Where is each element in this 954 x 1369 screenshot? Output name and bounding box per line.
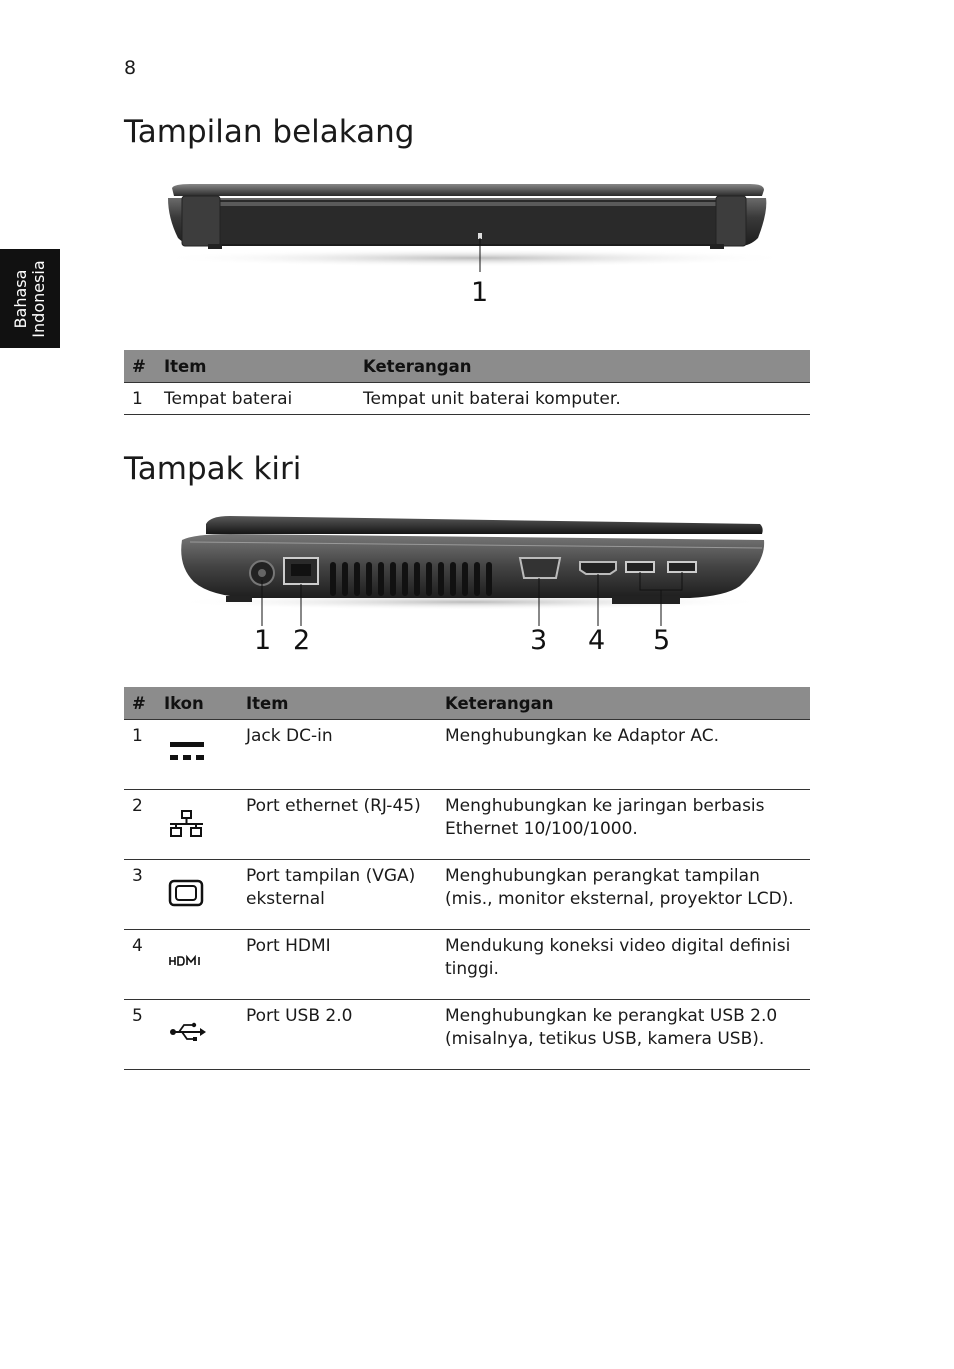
- col-header-num: #: [124, 350, 156, 383]
- left-view-table: [124, 687, 810, 1070]
- col-header-desc: Keterangan: [437, 687, 810, 720]
- row-num: 1: [124, 383, 156, 415]
- row-num: 1: [124, 720, 156, 790]
- col-header-num: #: [124, 687, 156, 720]
- page-number: 8: [124, 57, 137, 79]
- left-callout-3: 3: [530, 625, 548, 656]
- laptop-left-image: [170, 510, 780, 630]
- rear-view-title: Tampilan belakang: [124, 114, 415, 150]
- row-desc: Tempat unit baterai komputer.: [355, 383, 810, 415]
- language-tab-label: Bahasa Indonesia: [11, 260, 48, 338]
- col-header-icon: Ikon: [156, 687, 238, 720]
- col-header-desc: Keterangan: [355, 350, 810, 383]
- row-num: 5: [124, 1000, 156, 1070]
- row-item: Port HDMI: [238, 930, 437, 1000]
- left-callout-5: 5: [653, 625, 671, 656]
- table-row: [124, 720, 810, 790]
- row-num: 2: [124, 790, 156, 860]
- hdmi-icon: [168, 949, 208, 973]
- table-row: [124, 1000, 810, 1070]
- row-desc: Mendukung koneksi video digital definisi tinggi.: [437, 930, 810, 1000]
- ethernet-icon: [168, 809, 208, 839]
- rear-callout-1: 1: [471, 277, 489, 308]
- row-num: 3: [124, 860, 156, 930]
- vga-icon: [168, 879, 208, 909]
- row-icon: [156, 1000, 238, 1070]
- dc-in-icon: [168, 739, 208, 763]
- language-tab: [0, 249, 60, 348]
- row-icon: [156, 860, 238, 930]
- table-row: [124, 790, 810, 860]
- usb-icon: [168, 1019, 208, 1045]
- left-callout-4: 4: [588, 625, 606, 656]
- left-callout-2: 2: [293, 625, 311, 656]
- row-desc: Menghubungkan perangkat tampilan (mis., monitor eksternal, proyektor LCD).: [437, 860, 810, 930]
- table-row: [124, 383, 810, 415]
- table-row: [124, 860, 810, 930]
- row-item: Port tampilan (VGA) eksternal: [238, 860, 437, 930]
- row-desc: Menghubungkan ke jaringan berbasis Ethernet 10/100/1000.: [437, 790, 810, 860]
- row-num: 4: [124, 930, 156, 1000]
- col-header-item: Item: [156, 350, 355, 383]
- left-callout-1: 1: [254, 625, 272, 656]
- table-row: [124, 930, 810, 1000]
- row-item: Jack DC-in: [238, 720, 437, 790]
- row-item: Port ethernet (RJ-45): [238, 790, 437, 860]
- row-icon: [156, 930, 238, 1000]
- col-header-item: Item: [238, 687, 437, 720]
- row-item: Port USB 2.0: [238, 1000, 437, 1070]
- rear-view-table: [124, 350, 810, 415]
- row-desc: Menghubungkan ke perangkat USB 2.0 (misalnya, tetikus USB, kamera USB).: [437, 1000, 810, 1070]
- left-view-title: Tampak kiri: [124, 451, 302, 487]
- row-item: Tempat baterai: [156, 383, 355, 415]
- row-desc: Menghubungkan ke Adaptor AC.: [437, 720, 810, 790]
- row-icon: [156, 790, 238, 860]
- row-icon: [156, 720, 238, 790]
